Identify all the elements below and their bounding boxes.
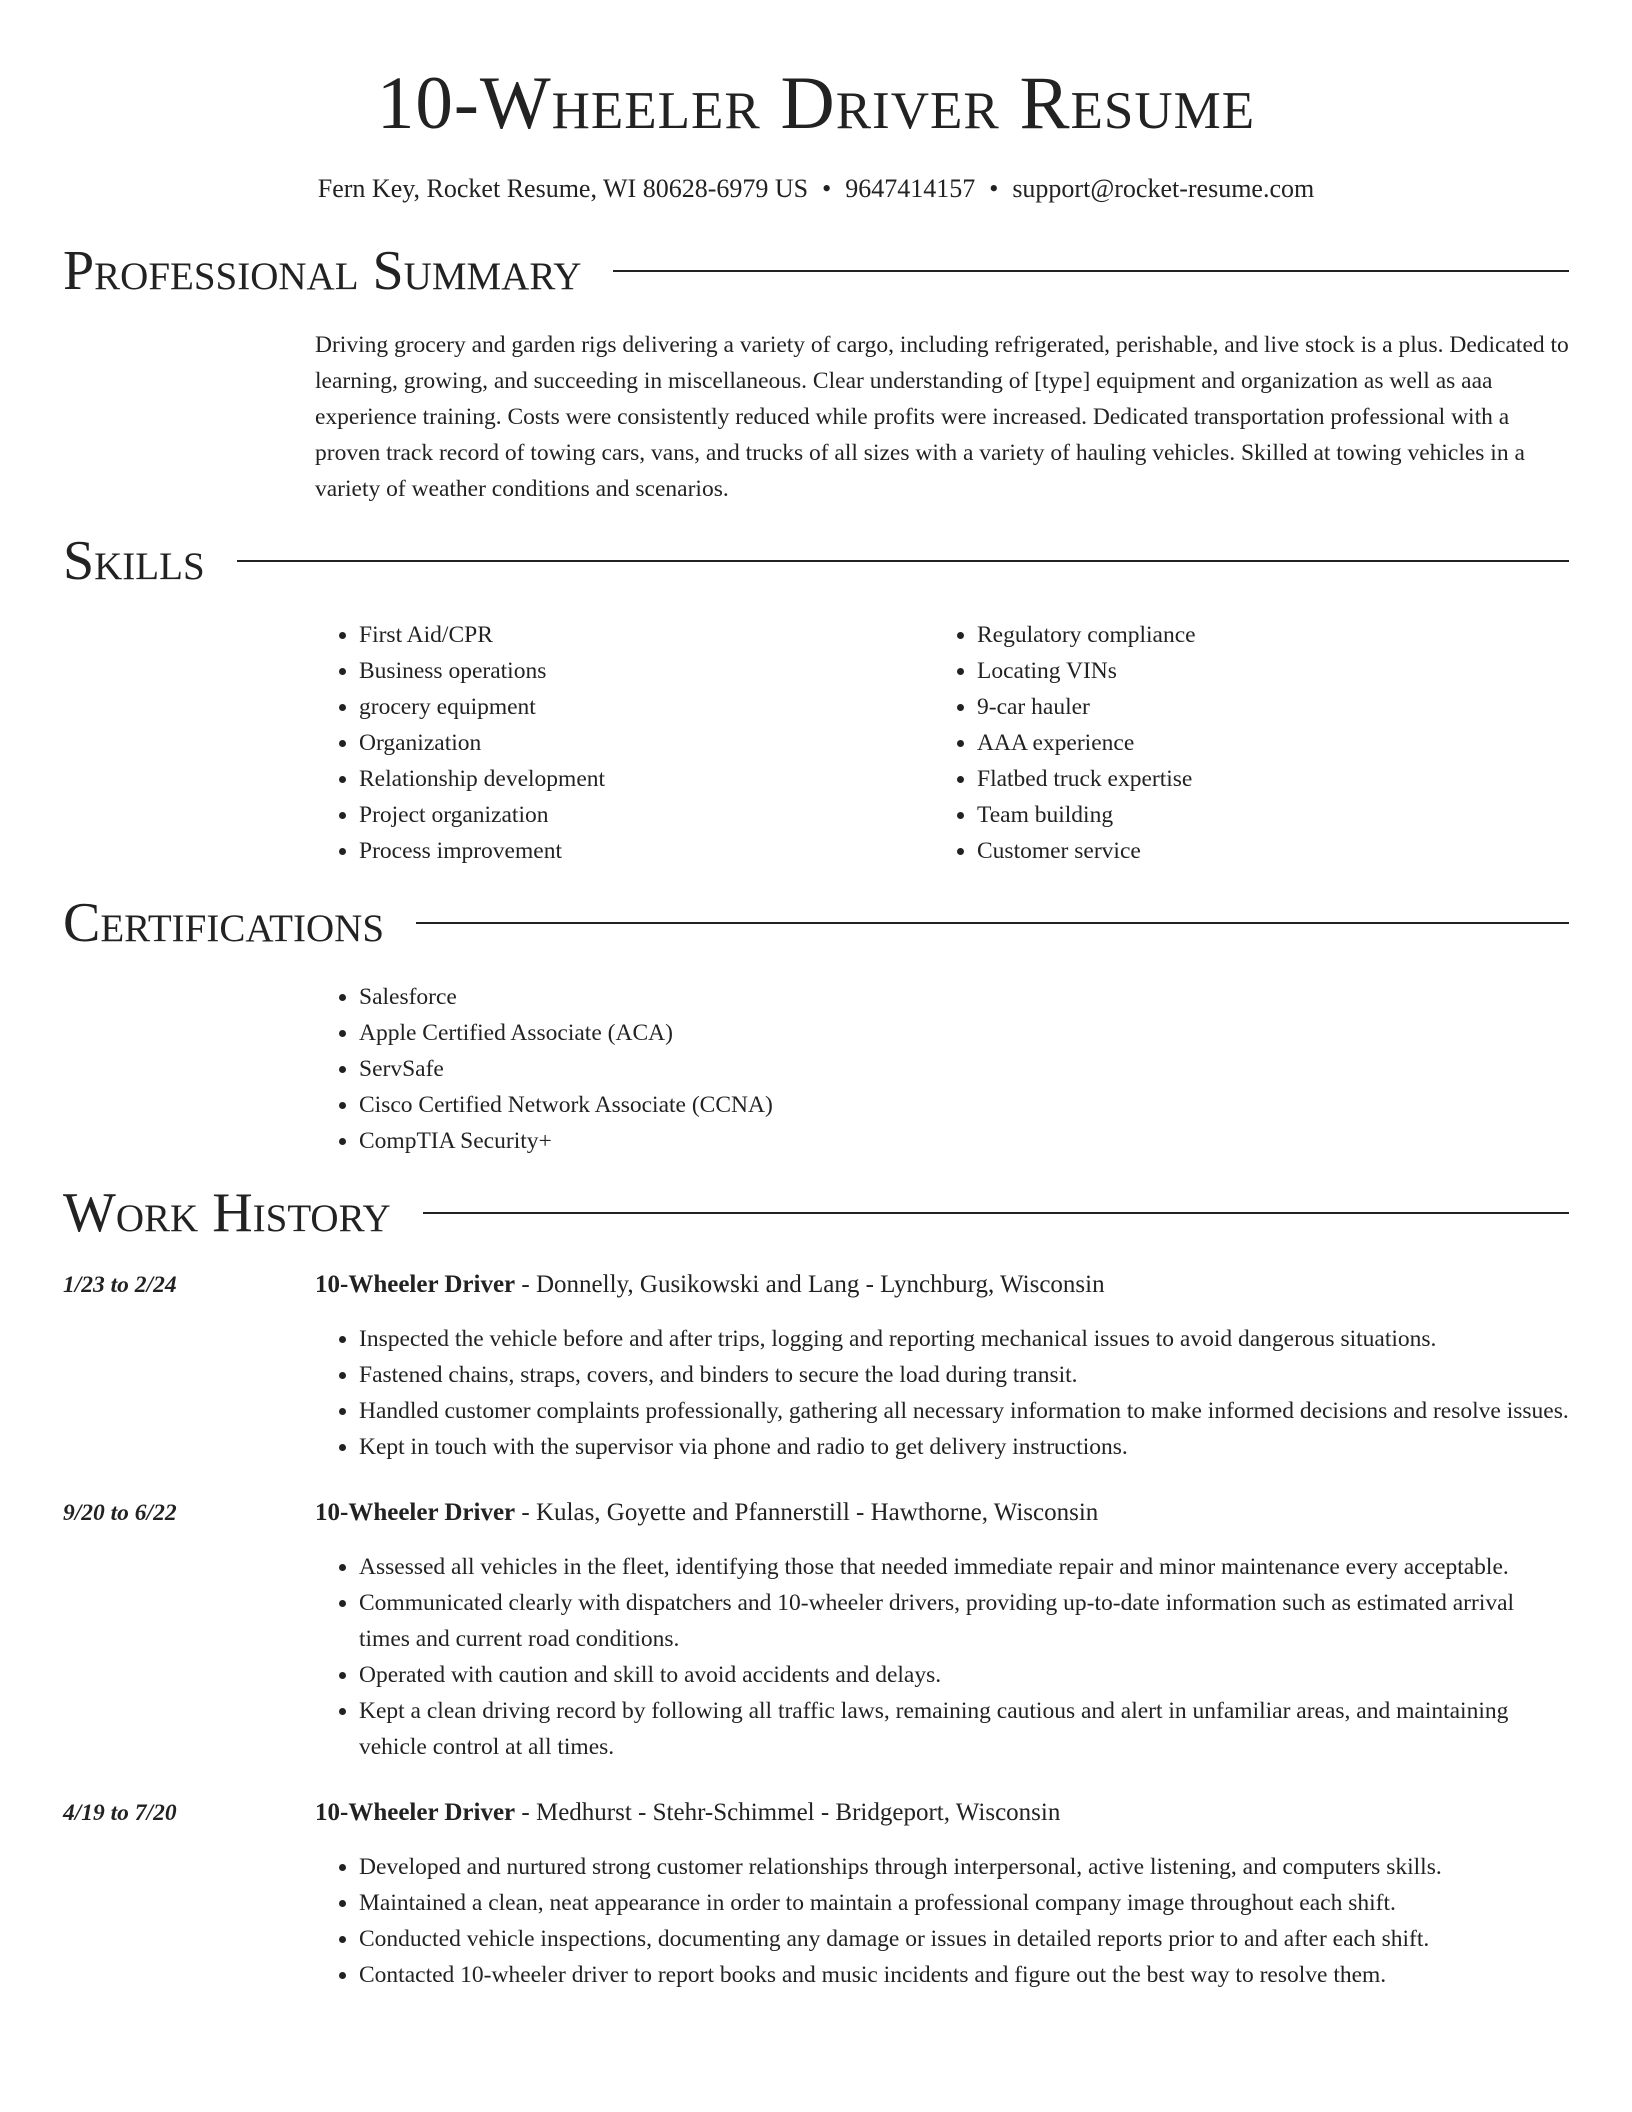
- job-heading: [315, 1495, 1569, 1531]
- skills-column-right: [933, 617, 1551, 869]
- job-duties: [315, 1549, 1569, 1765]
- section-header: [63, 239, 1569, 303]
- summary-section: [63, 239, 1569, 507]
- skill-item: • Process improvement: [359, 833, 933, 869]
- section-divider: [613, 270, 1569, 272]
- certifications-section: [63, 891, 1569, 1159]
- contact-email[interactable]: support@rocket-resume.com: [1012, 174, 1315, 203]
- job-title: 10-Wheeler Driver: [315, 1499, 516, 1526]
- skill-item: • Project organization: [359, 797, 933, 833]
- skill-item: • 9-car hauler: [977, 689, 1551, 725]
- summary-text: Driving grocery and garden rigs delivering a variety of cargo, including refrigerated, perishable, and live stock is a plus. Dedicated to learning, growing, and succeeding in miscellaneous. Clear understanding of [type] equipment and organization as well as aaa experience training. Costs were consistently reduced while profits were increased. Dedicated transportation professional with a proven track record of towing cars, vans, and trucks of all sizes with a variety of hauling vehicles. Skilled at towing vehicles in a variety of weather conditions and scenarios.: [315, 332, 1569, 502]
- job-duty: • Developed and nurtured strong customer relationships through interpersonal, active listening, and computers skills.: [359, 1849, 1569, 1885]
- contact-separator: •: [989, 174, 999, 203]
- job-dates: 1/23 to 2/24: [63, 1272, 177, 1298]
- skill-item: • Flatbed truck expertise: [977, 761, 1551, 797]
- job-duty: • Operated with caution and skill to avoid accidents and delays.: [359, 1657, 1569, 1693]
- job-duty: • Handled customer complaints professionally, gathering all necessary information to make informed decisions and resolve issues.: [359, 1393, 1569, 1429]
- job-heading: [315, 1795, 1569, 1831]
- job-employer: - Donnelly, Gusikowski and Lang - Lynchburg, Wisconsin: [515, 1271, 1105, 1298]
- certifications-list: [315, 979, 1569, 1159]
- job-duty: • Inspected the vehicle before and after trips, logging and reporting mechanical issues to avoid dangerous situations.: [359, 1321, 1569, 1357]
- job-title: 10-Wheeler Driver: [315, 1799, 516, 1826]
- skills-heading: Skills: [63, 530, 205, 592]
- work-history-heading: Work History: [63, 1182, 391, 1244]
- job-entry: [63, 1795, 1569, 1993]
- job-employer: - Kulas, Goyette and Pfannerstill - Hawthorne, Wisconsin: [515, 1499, 1099, 1526]
- job-dates: 4/19 to 7/20: [63, 1800, 177, 1826]
- certification-item: • Cisco Certified Network Associate (CCNA): [359, 1087, 1569, 1123]
- contact-line: [0, 173, 1632, 205]
- certification-item: • CompTIA Security+: [359, 1123, 1569, 1159]
- skills-grid: [315, 617, 1569, 869]
- job-employer: - Medhurst - Stehr-Schimmel - Bridgeport, Wisconsin: [515, 1799, 1061, 1826]
- job-duty: • Fastened chains, straps, covers, and binders to secure the load during transit.: [359, 1357, 1569, 1393]
- skill-item: • Business operations: [359, 653, 933, 689]
- job-duty: • Communicated clearly with dispatchers and 10-wheeler drivers, providing up-to-date information such as estimated arrival times and current road conditions.: [359, 1585, 1569, 1657]
- contact-separator: •: [822, 174, 832, 203]
- skills-list-right: [933, 617, 1551, 869]
- skill-item: • Team building: [977, 797, 1551, 833]
- job-duty: • Assessed all vehicles in the fleet, identifying those that needed immediate repair and minor maintenance every acceptable.: [359, 1549, 1569, 1585]
- job-dates: 9/20 to 6/22: [63, 1500, 177, 1526]
- contact-address: Fern Key, Rocket Resume, WI 80628-6979 US: [317, 174, 809, 203]
- certifications-body: [315, 979, 1569, 1159]
- skill-item: • grocery equipment: [359, 689, 933, 725]
- skill-item: • Organization: [359, 725, 933, 761]
- section-header: [63, 1181, 1569, 1245]
- job-duty: • Kept a clean driving record by following all traffic laws, remaining cautious and alert in unfamiliar areas, and maintaining vehicle control at all times.: [359, 1693, 1569, 1765]
- job-entry: [63, 1495, 1569, 1765]
- skill-item: • First Aid/CPR: [359, 617, 933, 653]
- resume-title: 10-Wheeler Driver Resume: [376, 62, 1256, 145]
- job-duty: • Contacted 10-wheeler driver to report books and music incidents and figure out the best way to resolve them.: [359, 1957, 1569, 1993]
- work-history-section: [63, 1181, 1569, 1993]
- summary-heading: Professional Summary: [63, 240, 582, 302]
- skill-item: • Customer service: [977, 833, 1551, 869]
- skill-item: • AAA experience: [977, 725, 1551, 761]
- contact-phone: 9647414157: [845, 174, 976, 203]
- skill-item: • Regulatory compliance: [977, 617, 1551, 653]
- section-header: [63, 891, 1569, 955]
- section-divider: [423, 1212, 1569, 1214]
- job-body: [315, 1267, 1569, 1465]
- certification-item: • Salesforce: [359, 979, 1569, 1015]
- certification-item: • Apple Certified Associate (ACA): [359, 1015, 1569, 1051]
- section-divider: [237, 560, 1569, 562]
- job-body: [315, 1495, 1569, 1765]
- section-header: [63, 529, 1569, 593]
- section-divider: [416, 922, 1569, 924]
- job-body: [315, 1795, 1569, 1993]
- certification-item: • ServSafe: [359, 1051, 1569, 1087]
- skills-section: [63, 529, 1569, 869]
- certifications-heading: Certifications: [63, 892, 385, 954]
- job-duties: [315, 1321, 1569, 1465]
- job-duty: • Maintained a clean, neat appearance in order to maintain a professional company image throughout each shift.: [359, 1885, 1569, 1921]
- job-title: 10-Wheeler Driver: [315, 1271, 516, 1298]
- job-duty: • Conducted vehicle inspections, documenting any damage or issues in detailed reports prior to and after each shift.: [359, 1921, 1569, 1957]
- skills-column-left: [315, 617, 933, 869]
- job-duty: • Kept in touch with the supervisor via phone and radio to get delivery instructions.: [359, 1429, 1569, 1465]
- job-entry: [63, 1267, 1569, 1465]
- skills-list-left: [315, 617, 933, 869]
- job-duties: [315, 1849, 1569, 1993]
- job-heading: [315, 1267, 1569, 1303]
- skill-item: • Locating VINs: [977, 653, 1551, 689]
- skill-item: • Relationship development: [359, 761, 933, 797]
